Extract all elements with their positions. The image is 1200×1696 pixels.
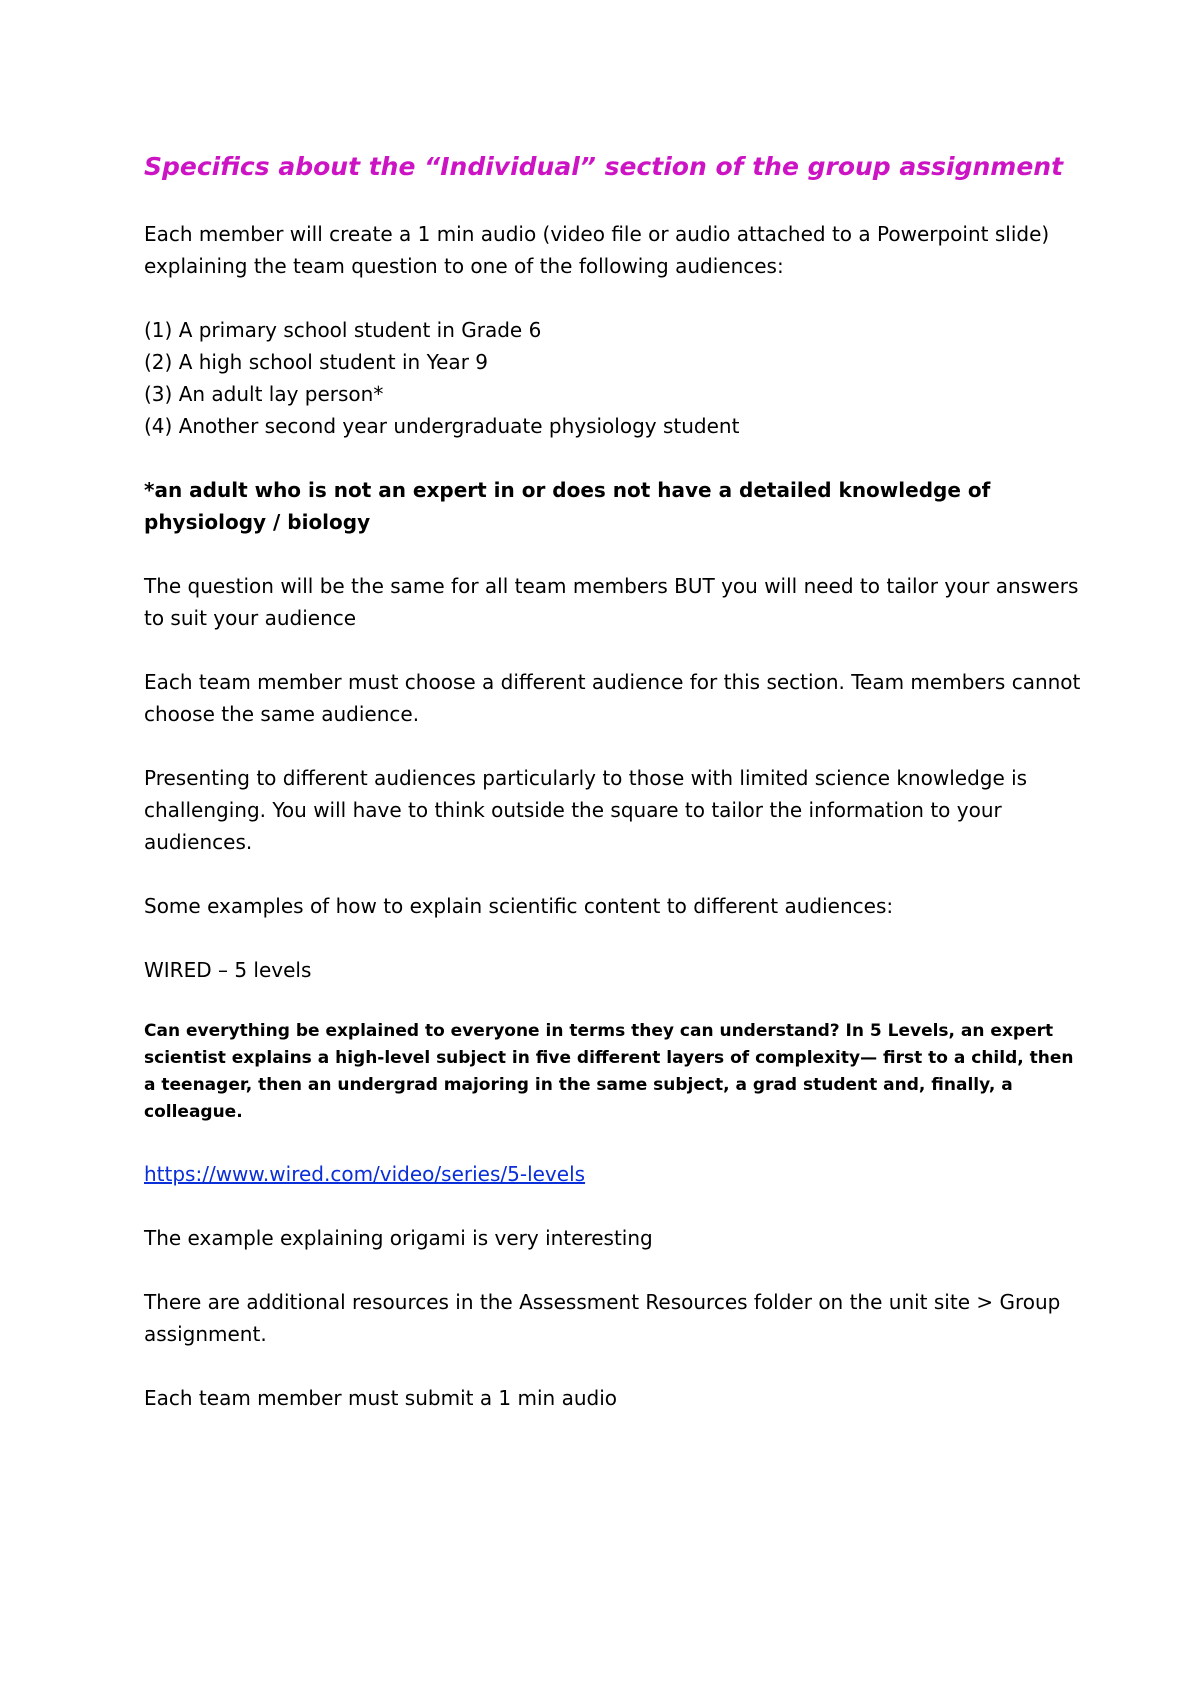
examples-intro-paragraph: Some examples of how to explain scientific content to different audiences: <box>144 894 894 918</box>
same-question-paragraph: The question will be the same for all team members BUT you will need to tailor your answers to suit your audience <box>144 574 1079 630</box>
audience-item: (2) A high school student in Year 9 <box>144 350 488 374</box>
document-title: Specifics about the “Individual” section of the group assignment <box>144 152 1064 181</box>
intro-paragraph: Each member will create a 1 min audio (video file or audio attached to a Powerpoint slide) explaining the team question to one of the following audiences: <box>144 222 1050 278</box>
additional-resources-paragraph: There are additional resources in the Assessment Resources folder on the unit site > Group assignment. <box>144 1290 1061 1346</box>
wired-heading: WIRED – 5 levels <box>144 958 312 982</box>
wired-description: Can everything be explained to everyone in terms they can understand? In 5 Levels, an expert scientist explains a high-level subject in five different layers of complexity— first to a child, then a teenager, then an undergrad majoring in the same subject, a grad student and, finally, a colleague. <box>144 1021 1074 1122</box>
challenge-paragraph: Presenting to different audiences particularly to those with limited science knowledge is challenging. You will have to think outside the square to tailor the information to your audiences. <box>144 766 1028 854</box>
audience-item: (1) A primary school student in Grade 6 <box>144 318 542 342</box>
footnote-paragraph: *an adult who is not an expert in or does not have a detailed knowledge of physiology / biology <box>144 478 991 534</box>
wired-link[interactable]: https://www.wired.com/video/series/5-levels <box>144 1162 586 1186</box>
submit-note-paragraph: Each team member must submit a 1 min audio <box>144 1386 618 1410</box>
audience-item: (3) An adult lay person* <box>144 382 384 406</box>
audience-list <box>144 314 1084 442</box>
audience-item: (4) Another second year undergraduate physiology student <box>144 414 740 438</box>
origami-note-paragraph: The example explaining origami is very interesting <box>144 1226 653 1250</box>
link-paragraph <box>144 1158 1084 1190</box>
different-audience-paragraph: Each team member must choose a different audience for this section. Team members cannot choose the same audience. <box>144 670 1081 726</box>
document-body <box>144 150 1084 1446</box>
